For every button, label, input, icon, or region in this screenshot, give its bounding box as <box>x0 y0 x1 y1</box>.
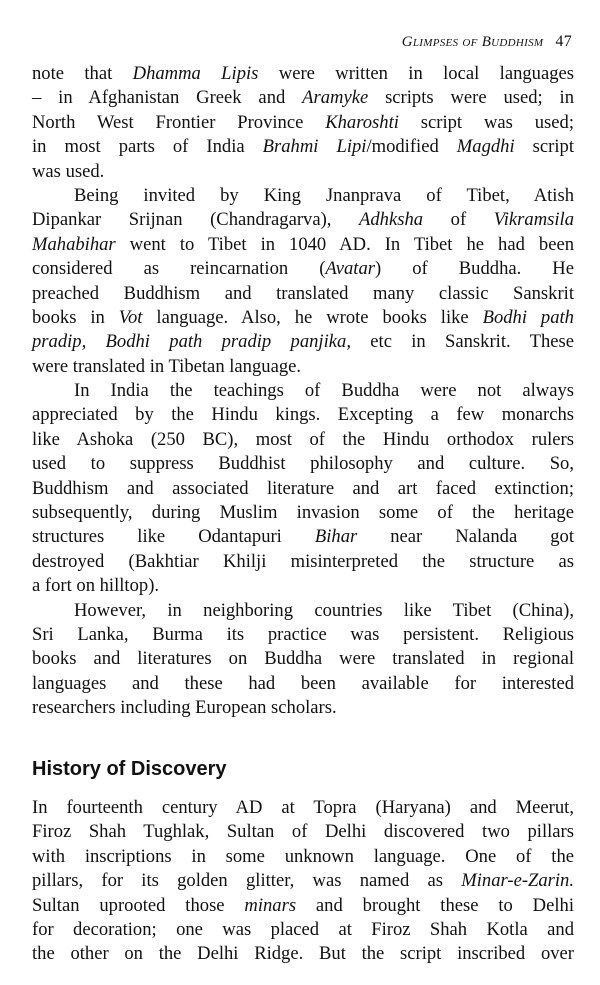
text-line: subsequently, during Muslim invasion some of the heritage <box>32 502 574 524</box>
text-line: In fourteenth century AD at Topra (Haryana) and Meerut, <box>32 797 574 818</box>
text-line: structures like Odantapuri Bihar near Nalanda got <box>32 526 574 548</box>
text-line: like Ashoka (250 BC), most of the Hindu orthodox rulers <box>32 428 574 450</box>
text-line: considered as reincarnation (Avatar) of Buddha. He <box>32 258 574 280</box>
paragraph-3 <box>32 379 574 599</box>
text-line: for decoration; one was placed at Firoz Shah Kotla and <box>32 918 574 940</box>
text-line: in most parts of India Brahmi Lipi/modified Magdhi script <box>32 136 574 158</box>
text-line: Firoz Shah Tughlak, Sultan of Delhi discovered two pillars <box>32 821 574 843</box>
text-line: the other on the Delhi Ridge. But the script inscribed over <box>32 943 574 965</box>
text-line: were translated in Tibetan language. <box>32 355 302 377</box>
text-line: destroyed (Bakhtiar Khilji misinterpreted the structure as <box>32 550 574 572</box>
section-heading: History of Discovery <box>32 758 227 780</box>
text-line: note that Dhamma Lipis were written in local languages <box>32 63 574 84</box>
text-line: Mahabihar went to Tibet in 1040 AD. In Tibet he had been <box>32 233 574 255</box>
text-line: used to suppress Buddhist philosophy and culture. So, <box>32 453 574 475</box>
running-title: Glimpses of Buddhism <box>401 34 544 50</box>
text-line: Sri Lanka, Burma its practice was persistent. Religious <box>32 623 574 645</box>
text-line: However, in neighboring countries like Tibet (China), <box>74 599 574 621</box>
text-line: Dipankar Srijnan (Chandragarva), Adhksha of Vikramsila <box>32 209 574 231</box>
paragraph-2 <box>32 184 574 379</box>
page-number: 47 <box>555 33 572 50</box>
running-header <box>402 33 572 51</box>
text-line: books in Vot language. Also, he wrote books like Bodhi path <box>32 306 574 328</box>
text-line: Being invited by King Jnanprava of Tibet, Atish <box>74 184 574 206</box>
text-line: researchers including European scholars. <box>32 697 337 719</box>
paragraph-4 <box>32 599 574 721</box>
text-line: pillars, for its golden glitter, was named as Minar-e-Zarin. <box>32 870 574 892</box>
body-text-lower <box>32 796 574 967</box>
text-line: pradip, Bodhi path pradip panjika, etc in Sanskrit. These <box>32 331 575 353</box>
text-line: with inscriptions in some unknown language. One of the <box>32 845 574 867</box>
text-line: North West Frontier Province Kharoshti script was used; <box>32 111 574 133</box>
paragraph-1 <box>32 62 574 184</box>
text-line: preached Buddhism and translated many classic Sanskrit <box>32 282 574 304</box>
text-line: – in Afghanistan Greek and Aramyke scripts were used; in <box>32 87 574 109</box>
text-line: appreciated by the Hindu kings. Excepting a few monarchs <box>32 404 574 426</box>
text-line: Buddhism and associated literature and art faced extinction; <box>32 477 574 499</box>
text-line: was used. <box>32 160 105 182</box>
text-line: Sultan uprooted those minars and brought these to Delhi <box>32 894 574 916</box>
text-line: a fort on hilltop). <box>32 575 160 597</box>
text-line: languages and these had been available for interested <box>32 672 574 694</box>
text-line: In India the teachings of Buddha were not always <box>74 380 574 402</box>
text-line: books and literatures on Buddha were translated in regional <box>32 648 574 670</box>
body-text-upper <box>32 62 574 721</box>
paragraph-5 <box>32 796 574 967</box>
